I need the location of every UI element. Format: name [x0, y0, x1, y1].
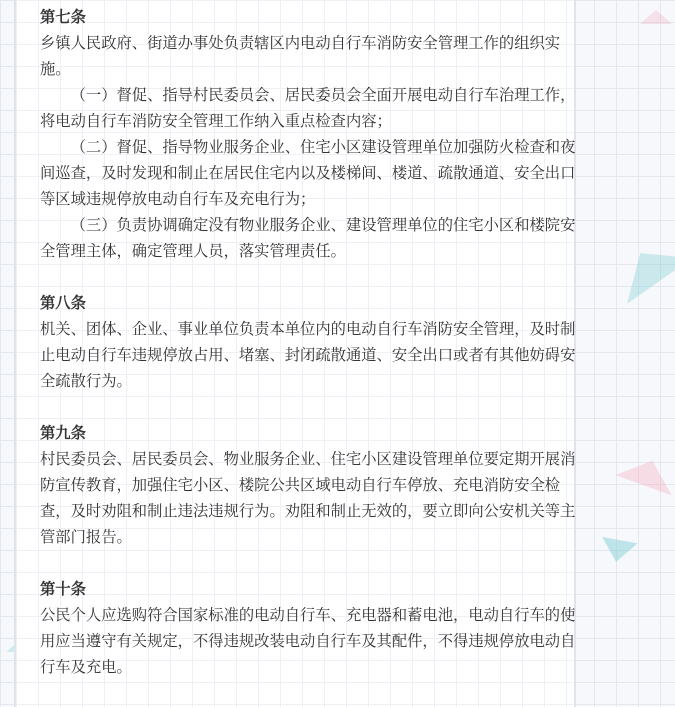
section-heading: 第九条	[40, 424, 86, 442]
section-paragraph: 乡镇人民政府、街道办事处负责辖区内电动自行车消防安全管理工作的组织实施。	[40, 34, 561, 78]
section-paragraph: 机关、团体、企业、事业单位负责本单位内的电动自行车消防安全管理，及时制止电动自行车违规停放占用、堵塞、封闭疏散通道、安全出口或者有其他妨碍安全疏散行为。	[40, 320, 576, 390]
section-heading: 第七条	[40, 8, 86, 26]
article-section-7	[40, 4, 580, 264]
section-paragraph: （二）督促、指导物业服务企业、住宅小区建设管理单位加强防火检查和夜间巡查，及时发现和制止在居民住宅内以及楼梯间、楼道、疏散通道、安全出口等区域违规停放电动自行车及充电行为；	[40, 138, 576, 208]
section-paragraph: 公民个人应选购符合国家标准的电动自行车、充电器和蓄电池，电动自行车的使用应当遵守有关规定，不得违规改装电动自行车及其配件，不得违规停放电动自行车及充电。	[40, 606, 576, 676]
section-paragraph: （一）督促、指导村民委员会、居民委员会全面开展电动自行车治理工作，将电动自行车消防安全管理工作纳入重点检查内容；	[40, 86, 576, 130]
article-card	[14, 0, 576, 707]
section-paragraph: 村民委员会、居民委员会、物业服务企业、住宅小区建设管理单位要定期开展消防宣传教育，加强住宅小区、楼院公共区域电动自行车停放、充电消防安全检查，及时劝阻和制止违法违规行为。劝阻和制止无效的，要立即向公安机关等主管部门报告。	[40, 450, 576, 546]
decorative-triangle	[640, 10, 672, 24]
section-paragraph: （三）负责协调确定没有物业服务企业、建设管理单位的住宅小区和楼院安全管理主体，确定管理人员，落实管理责任。	[40, 216, 576, 260]
article-section-9	[40, 420, 580, 550]
section-heading: 第八条	[40, 294, 86, 312]
article-section-8	[40, 290, 580, 394]
article-section-10	[40, 576, 580, 680]
section-heading: 第十条	[40, 580, 86, 598]
article-content	[40, 4, 580, 706]
